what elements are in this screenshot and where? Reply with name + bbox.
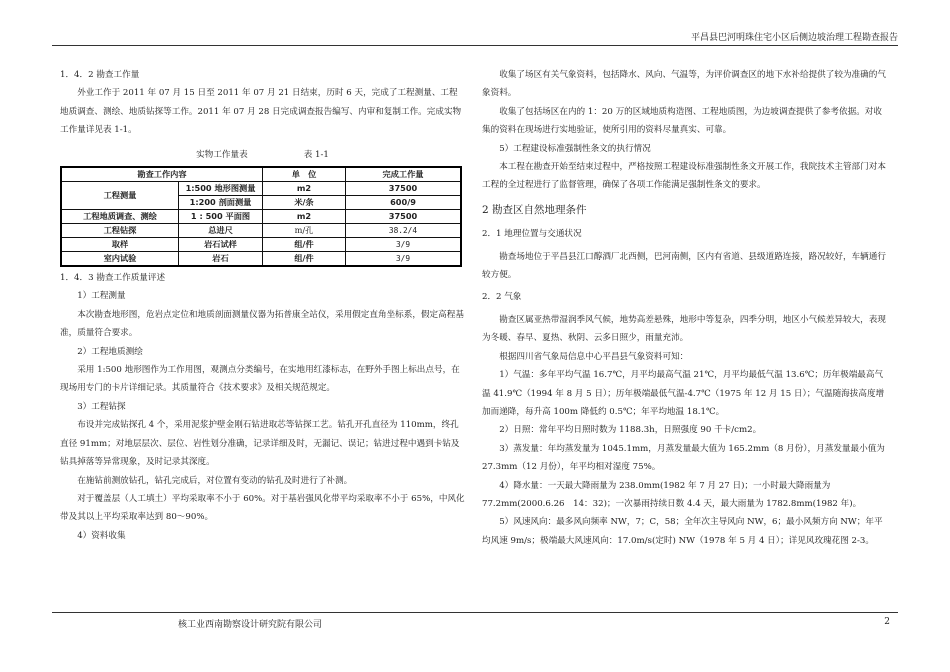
survey-paragraph: 本次勘查地形图，危岩点定位和地质剖面测量仪器为拓普康全站仪，采用假定直角坐标系，假定高程基准，质量符合要求。 <box>60 309 464 339</box>
table-row <box>61 252 461 267</box>
sunshine-paragraph: 2）日照：常年平均日照时数为 1188.3h，日照强度 90 千卡/cm2。 <box>499 425 762 436</box>
drilling-remeasure-paragraph: 在施钻前测放钻孔，钻孔完成后，对位置有变动的钻孔及时进行了补测。 <box>77 475 353 486</box>
item-survey: 1）工程测量 <box>77 291 126 302</box>
cell-unit: m2 <box>263 182 346 196</box>
wind-paragraph: 5）风速风向：最多风向频率 NW，7；C，58；全年次主导风向 NW，6；最小风频方向 NW；年平均风速 9m/s；极端最大风速风向：17.0m/s(定时) NW（1978 年 5 月 4 日）；详见风玫瑰花图 2-3。 <box>482 517 883 546</box>
cell-unit: m/孔 <box>263 224 346 238</box>
section-2-2-heading: 2．2 气象 <box>482 292 522 303</box>
section-2-1-heading: 2．1 地理位置与交通状况 <box>482 229 582 240</box>
table-row <box>61 224 461 238</box>
mapping-paragraph: 采用 1:500 地形图作为工作用图，观测点分类编号，在实地用红漆标志，在野外手图上标出点号，在现场用专门的卡片详细记录。其质量符合《技术要求》及相关规范规定。 <box>60 365 460 394</box>
cell-value: 600/9 <box>346 196 462 210</box>
cell-value: 37500 <box>346 182 462 196</box>
geology-map-paragraph: 收集了包括场区在内的 1：20 万的区域地质构造图、工程地质图，为边坡调查提供了参考依据。对收集的资料在现场进行实地验证，使所引用的资料尽量真实、可靠。 <box>482 106 882 136</box>
section-1-4-2-heading: 1．4．2 勘查工作量 <box>60 70 140 80</box>
table-caption <box>60 146 465 164</box>
header-rule <box>52 45 898 46</box>
item-data-collection: 4）资料收集 <box>77 530 126 541</box>
cell-sub: 1 : 500 平面图 <box>179 210 263 224</box>
section-1-4-3-heading: 1．4．3 勘查工作质量评述 <box>60 273 166 284</box>
precipitation-paragraph: 4）降水量：一天最大降雨量为 238.0mm(1982 年 7 月 27 日)；一小时最大降雨量为 77.2mm(2000.6.26 14：32)；一次暴雨持续日数 4.4 天，最大雨量为 1782.8mm(1982 年)。 <box>482 480 862 509</box>
footer-organization: 核工业西南勘察设计研究院有限公司 <box>178 620 323 630</box>
cell-item: 取样 <box>61 238 179 252</box>
cell-value: 38.2/4 <box>346 224 462 238</box>
header-unit: 单 位 <box>263 167 346 182</box>
location-paragraph: 勘查场地位于平昌县江口醇酒厂北西侧，巴河南侧，区内有省道、县级道路连接，路况较好，车辆通行较方便。 <box>482 251 886 281</box>
evaporation-paragraph: 3）蒸发量：年均蒸发量为 1045.1mm，月蒸发量最大值为 165.2mm（8 月份），月蒸发量最小值为 27.3mm（12 月份），年平均相对湿度 75%。 <box>482 443 885 473</box>
table-number: 表 1-1 <box>303 149 329 160</box>
cell-item: 工程地质调查、测绘 <box>61 210 179 224</box>
table-row <box>61 182 461 196</box>
cell-unit: 组/件 <box>263 252 346 267</box>
cell-value: 3/9 <box>346 252 462 267</box>
right-column <box>482 66 890 550</box>
workload-paragraph: 外业工作于 2011 年 07 月 15 日至 2011 年 07 月 21 日结束，历时 6 天，完成了工程测量、工程地质调查、测绘、地质钻探等工作。2011 年 07 月 28 日完成调查报告编写、内审和复制工作。完成实物工作量详见表 1-1。 <box>60 88 462 136</box>
report-title: 平昌县巴河明珠住宅小区后侧边坡治理工程勘查报告 <box>690 33 898 43</box>
item-drilling: 3）工程钻探 <box>77 401 126 412</box>
standards-paragraph: 本工程在勘查开始至结束过程中，严格按照工程建设标准强制性条文开展工作，我院技术主管部门对本工程的全过程进行了监督管理，确保了各项工作能满足强制性条文的要求。 <box>482 162 886 191</box>
cell-value: 37500 <box>346 210 462 224</box>
cell-sub: 岩石试样 <box>179 238 263 252</box>
item-mandatory-standards: 5）工程建设标准强制性条文的执行情况 <box>499 143 651 154</box>
cell-value: 3/9 <box>346 238 462 252</box>
cell-sub: 1:500 地形图测量 <box>179 182 263 196</box>
footer-rule <box>52 612 898 613</box>
climate-paragraph: 勘查区属亚热带湿润季风气候，地势高差悬殊，地形中等复杂，四季分明，地区小气候差异较大，表现为冬暖、春早、夏热、秋阴、云多日照少，雨量充沛。 <box>482 314 886 344</box>
cell-item: 工程测量 <box>61 182 179 210</box>
cell-unit: 米/条 <box>263 196 346 210</box>
workload-table <box>60 166 462 267</box>
cell-item: 室内试验 <box>61 252 179 267</box>
cell-unit: 组/件 <box>263 238 346 252</box>
chapter-2-heading: 2 勘查区自然地理条件 <box>482 203 587 216</box>
left-column <box>60 66 465 545</box>
table-header-row <box>61 167 461 182</box>
page-number: 2 <box>884 617 890 627</box>
core-recovery-paragraph: 对于覆盖层（人工填土）平均采取率不小于 60%。对于基岩强风化带平均采取率不小于 65%，中风化带及其以上平均采取率达到 80～90%。 <box>60 493 465 523</box>
meteorology-data-paragraph: 收集了场区有关气象资料，包括降水、风向、气温等，为评价调查区的地下水补给提供了较为准确的气象资料。 <box>482 70 886 99</box>
page-header <box>52 30 898 44</box>
table-row <box>61 238 461 252</box>
cell-sub: 1:200 剖面测量 <box>179 196 263 210</box>
header-work-content: 勘查工作内容 <box>61 167 263 182</box>
weather-source-paragraph: 根据四川省气象局信息中心平昌县气象资料可知： <box>499 351 689 362</box>
cell-unit: m2 <box>263 210 346 224</box>
cell-sub: 岩石 <box>179 252 263 267</box>
cell-sub: 总进尺 <box>179 224 263 238</box>
item-geology-mapping: 2）工程地质测绘 <box>77 346 143 357</box>
temperature-paragraph: 1）气温：多年平均气温 16.7℃，月平均最高气温 21℃，月平均最低气温 13.6℃；历年极端最高气温 41.9℃（1994 年 8 月 5 日）；历年极端最低气温-4.7℃（1975 年 12 月 15 日）；气温随海拔高度增加而递降，每升高 100m 降低约 0.5℃；年平均地温 18.1℃。 <box>482 370 885 417</box>
table-caption-title: 实物工作量表 <box>196 149 248 160</box>
table-row <box>61 210 461 224</box>
drilling-paragraph: 布设并完成钻探孔 4 个，采用泥浆护壁金刚石钻进取芯等钻探工艺。钻孔开孔直径为 110mm，终孔直径 91mm；对地层层次、层位、岩性划分准确，记录详细及时，无漏记、误记；钻进过程中遇到卡钻及钻具掉落等异常现象，及时记录其深度。 <box>60 420 460 468</box>
header-completed: 完成工作量 <box>346 167 462 182</box>
cell-item: 工程钻探 <box>61 224 179 238</box>
